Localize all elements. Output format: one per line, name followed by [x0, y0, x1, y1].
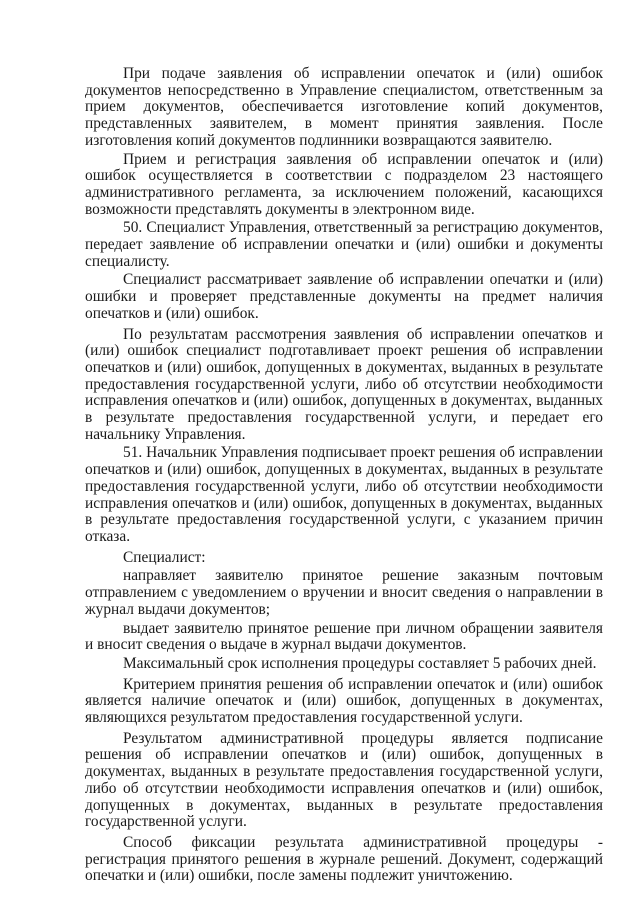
paragraph-2: Прием и регистрация заявления об исправлении опечаток и (или) ошибок осуществляется в соответствии с подразделом 23 настоящего административного регламента, за исключением положений, касающихся возможности представлять документы в электронном виде. — [85, 150, 603, 218]
paragraph-9: выдает заявителю принятое решение при личном обращении заявителя и вносит сведения о выдаче в журнал выдачи документов. — [85, 619, 603, 654]
paragraph-6: 51. Начальник Управления подписывает проект решения об исправлении опечатков и (или) ошибок, допущенных в документах, выданных в результате предоставления государственной услуги, либо об отсутствии необходимости исправления опечатков и (или) ошибок, допущенных в документах, выданных в результате предоставления государственной услуги, с указанием причин отказа. — [85, 444, 603, 545]
paragraph-3: 50. Специалист Управления, ответственный за регистрацию документов, передает заявление об исправлении опечатки и (или) ошибки и документы специалисту. — [85, 219, 603, 270]
paragraph-4: Специалист рассматривает заявление об исправлении опечатки и (или) ошибки и проверяет представленные документы на предмет наличия опечатков и (или) ошибок. — [85, 271, 603, 322]
paragraph-11: Критерием принятия решения об исправлении опечаток и (или) ошибок является наличие опечаток и (или) ошибок, допущенных в документах, являющихся результатом предоставления государственной услуги. — [85, 675, 603, 727]
paragraph-8: направляет заявителю принятое решение заказным почтовым отправлением с уведомлением о вручении и вносит сведения о направлении в журнал выдачи документов; — [85, 567, 603, 618]
paragraph-10: Максимальный срок исполнения процедуры составляет 5 рабочих дней. — [123, 654, 597, 672]
paragraph-13: Способ фиксации результата административной процедуры - регистрация принятого решения в журнале решений. Документ, содержащий опечатки и (или) ошибки, после замены подлежит уничтожению. — [85, 833, 603, 885]
paragraph-7: Специалист: — [123, 548, 206, 566]
paragraph-12: Результатом административной процедуры является подписание решения об исправлении опечатков и (или) ошибок, допущенных в документах, выданных в результате предоставления государственной услуги, либо об отсутствии необходимости исправления опечатков и (или) ошибок, допущенных в документах, выданных в результате предоставления государственной услуги. — [85, 729, 603, 831]
paragraph-5: По результатам рассмотрения заявления об исправлении опечатков и (или) ошибок специалист подготавливает проект решения об исправлении опечатков и (или) ошибок, допущенных в документах, выданных в результате предоставления государственной услуги, либо об отсутствии необходимости исправления опечатков и (или) ошибок, допущенных в документах, выданных в результате предоставления государственной услуги, и передает его начальнику Управления. — [85, 325, 603, 443]
document-page — [85, 66, 603, 887]
paragraph-1: При подаче заявления об исправлении опечаток и (или) ошибок документов непосредственно в Управление специалистом, ответственным за прием документов, обеспечивается изготовление копий документов, представленных заявителем, в момент принятия заявления. После изготовления копий документов подлинники возвращаются заявителю. — [85, 65, 603, 149]
